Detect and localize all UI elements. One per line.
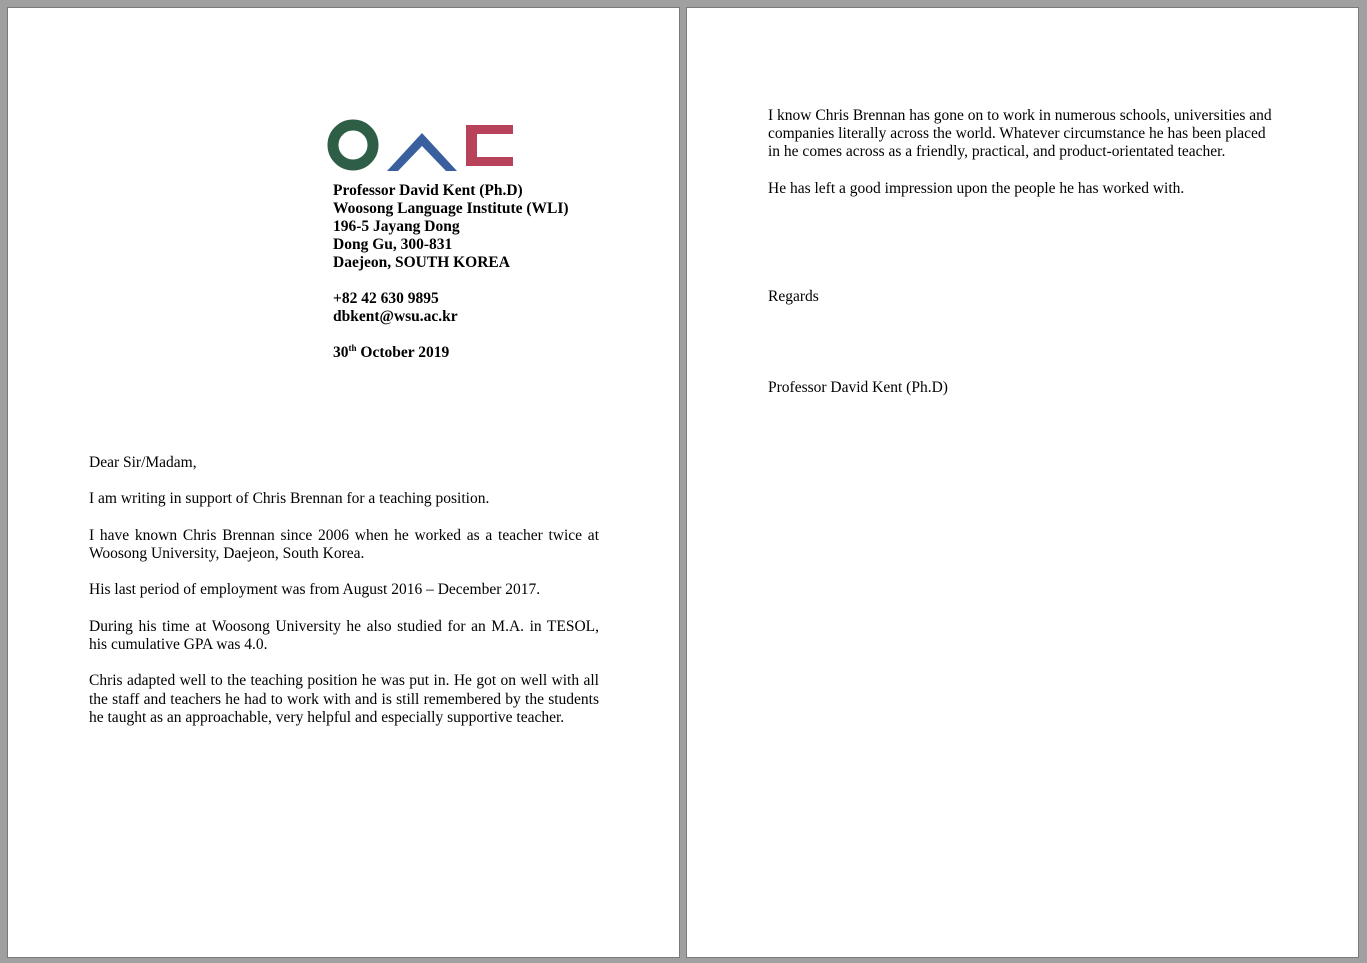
paragraph: He has left a good impression upon the people he has worked with. [768, 179, 1185, 197]
sender-institute: Woosong Language Institute (WLI) [333, 200, 569, 217]
paragraph: Chris adapted well to the teaching position he was put in. He got on well with all the staff and teachers he had to work with and is still remembered by the students he taught as an approachable, very helpful and especially supportive teacher. [89, 672, 599, 726]
logo-chevron-icon [387, 133, 457, 171]
date-day: 30 [333, 344, 349, 361]
sender-name: Professor David Kent (Ph.D) [333, 182, 523, 199]
paragraph: His last period of employment was from August 2016 – December 2017. [89, 581, 541, 599]
page-2 [686, 7, 1359, 958]
closing: Regards [768, 288, 819, 306]
letter-date [333, 344, 569, 362]
logo-bracket-icon [466, 125, 513, 166]
logo-circle-icon [333, 125, 373, 165]
sender-phone: +82 42 630 9895 [333, 290, 439, 307]
letter-body-page-1 [89, 454, 599, 745]
paragraph: I am writing in support of Chris Brennan for a teaching position. [89, 490, 490, 508]
address-line-1: 196-5 Jayang Dong [333, 218, 460, 235]
woosong-logo [325, 118, 517, 180]
address-line-2: Dong Gu, 300-831 [333, 236, 453, 253]
salutation: Dear Sir/Madam, [89, 454, 197, 471]
date-suffix: th [348, 342, 357, 353]
page-1 [7, 7, 680, 958]
letter-body-page-2 [768, 107, 1280, 415]
sender-email: dbkent@wsu.ac.kr [333, 308, 458, 325]
paragraph: I have known Chris Brennan since 2006 when he worked as a teacher twice at Woosong University, Daejeon, South Korea. [89, 526, 599, 562]
paragraph: During his time at Woosong University he also studied for an M.A. in TESOL, his cumulative GPA was 4.0. [89, 617, 599, 653]
address-line-3: Daejeon, SOUTH KOREA [333, 254, 510, 271]
signature: Professor David Kent (Ph.D) [768, 378, 948, 396]
paragraph: I know Chris Brennan has gone on to work in numerous schools, universities and companies literally across the world. Whatever circumstance he has been placed in he comes across as a friendly, practical, and product-orientated teacher. [768, 107, 1272, 161]
letterhead [333, 182, 569, 362]
date-month-year: October 2019 [356, 344, 450, 361]
